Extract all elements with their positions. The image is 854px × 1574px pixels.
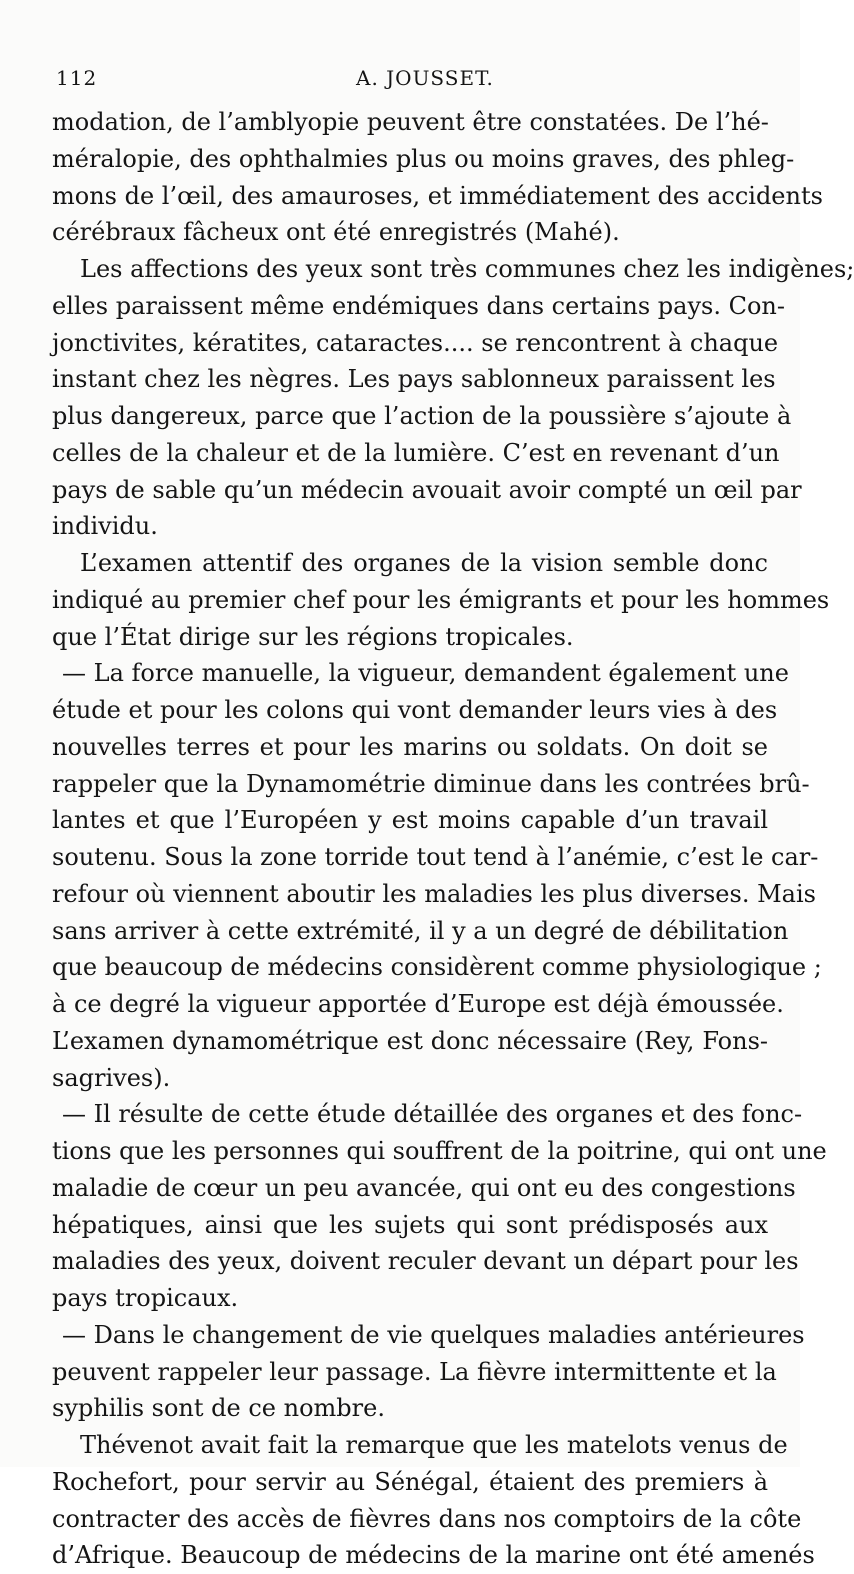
page-number: 112 bbox=[56, 66, 98, 90]
text-line: indiqué au premier chef pour les émigrants et pour les hommes bbox=[52, 585, 830, 614]
text-line: plus dangereux, parce que l’action de la poussière s’ajoute à bbox=[52, 402, 792, 430]
text-line: mons de l’œil, des amauroses, et immédiatement des accidents bbox=[52, 181, 823, 210]
text-line: contracter des accès de fièvres dans nos comptoirs de la côte bbox=[52, 1504, 802, 1533]
text-line: L’examen attentif des organes de la vision semble donc bbox=[80, 549, 768, 577]
text-line: d’Afrique. Beaucoup de médecins de la marine ont été amenés bbox=[52, 1541, 815, 1570]
text-line: sans arriver à cette extrémité, il y a un degré de débilitation bbox=[52, 916, 789, 945]
text-line: cérébraux fâcheux ont été enregistrés (Mahé). bbox=[52, 218, 620, 247]
text-line: lantes et que l’Européen y est moins capable d’un travail bbox=[52, 806, 768, 835]
text-line: soutenu. Sous la zone torride tout tend à l’anémie, c’est le car- bbox=[52, 843, 819, 871]
text-line: elles paraissent même endémiques dans certains pays. Con- bbox=[52, 291, 785, 320]
text-line: étude et pour les colons qui vont demander leurs vies à des bbox=[52, 696, 778, 724]
text-line: sagrives). bbox=[52, 1063, 171, 1092]
text-line: peuvent rappeler leur passage. La fièvre intermittente et la bbox=[52, 1357, 777, 1386]
text-line: nouvelles terres et pour les marins ou soldats. On doit se bbox=[52, 732, 768, 761]
text-line: pays tropicaux. bbox=[52, 1284, 239, 1312]
running-head: A. JOUSSET. bbox=[356, 66, 494, 90]
text-line: celles de la chaleur et de la lumière. C’est en revenant d’un bbox=[52, 438, 780, 467]
text-line: Thévenot avait fait la remarque que les matelots venus de bbox=[80, 1431, 788, 1459]
text-line: maladie de cœur un peu avancée, qui ont eu des congestions bbox=[52, 1173, 796, 1202]
text-line: instant chez les nègres. Les pays sablonneux paraissent les bbox=[52, 365, 776, 394]
text-line: refour où viennent aboutir les maladies les plus diverses. Mais bbox=[52, 879, 816, 908]
text-line: hépatiques, ainsi que les sujets qui sont prédisposés aux bbox=[52, 1210, 768, 1239]
text-line: tions que les personnes qui souffrent de la poitrine, qui ont une bbox=[52, 1137, 827, 1165]
text-line: modation, de l’amblyopie peuvent être constatées. De l’hé- bbox=[52, 108, 769, 136]
text-line: jonctivites, kératites, cataractes.... se rencontrent à chaque bbox=[52, 328, 779, 357]
text-line: à ce degré la vigueur apportée d’Europe est déjà émoussée. bbox=[52, 990, 784, 1018]
page-header bbox=[56, 66, 768, 96]
text-line: Les affections des yeux sont très communes chez les indigènes; bbox=[80, 255, 854, 283]
text-line: que l’État dirige sur les régions tropicales. bbox=[52, 622, 574, 651]
text-line: individu. bbox=[52, 512, 158, 541]
body-text bbox=[52, 104, 854, 1574]
text-line: Rochefort, pour servir au Sénégal, étaient des premiers à bbox=[52, 1467, 768, 1496]
text-line: — La force manuelle, la vigueur, demandent également une bbox=[62, 659, 789, 688]
text-line: méralopie, des ophthalmies plus ou moins graves, des phleg- bbox=[52, 144, 795, 173]
text-line: L’examen dynamométrique est donc nécessaire (Rey, Fons- bbox=[52, 1026, 768, 1055]
text-line: syphilis sont de ce nombre. bbox=[52, 1394, 385, 1423]
text-line: — Il résulte de cette étude détaillée des organes et des fonc- bbox=[62, 1100, 803, 1129]
text-line: maladies des yeux, doivent reculer devant un départ pour les bbox=[52, 1247, 799, 1276]
text-line: que beaucoup de médecins considèrent comme physiologique ; bbox=[52, 953, 822, 982]
text-line: pays de sable qu’un médecin avouait avoir compté un œil par bbox=[52, 475, 802, 504]
text-line: rappeler que la Dynamométrie diminue dans les contrées brû- bbox=[52, 769, 810, 798]
text-line: — Dans le changement de vie quelques maladies antérieures bbox=[62, 1320, 805, 1349]
